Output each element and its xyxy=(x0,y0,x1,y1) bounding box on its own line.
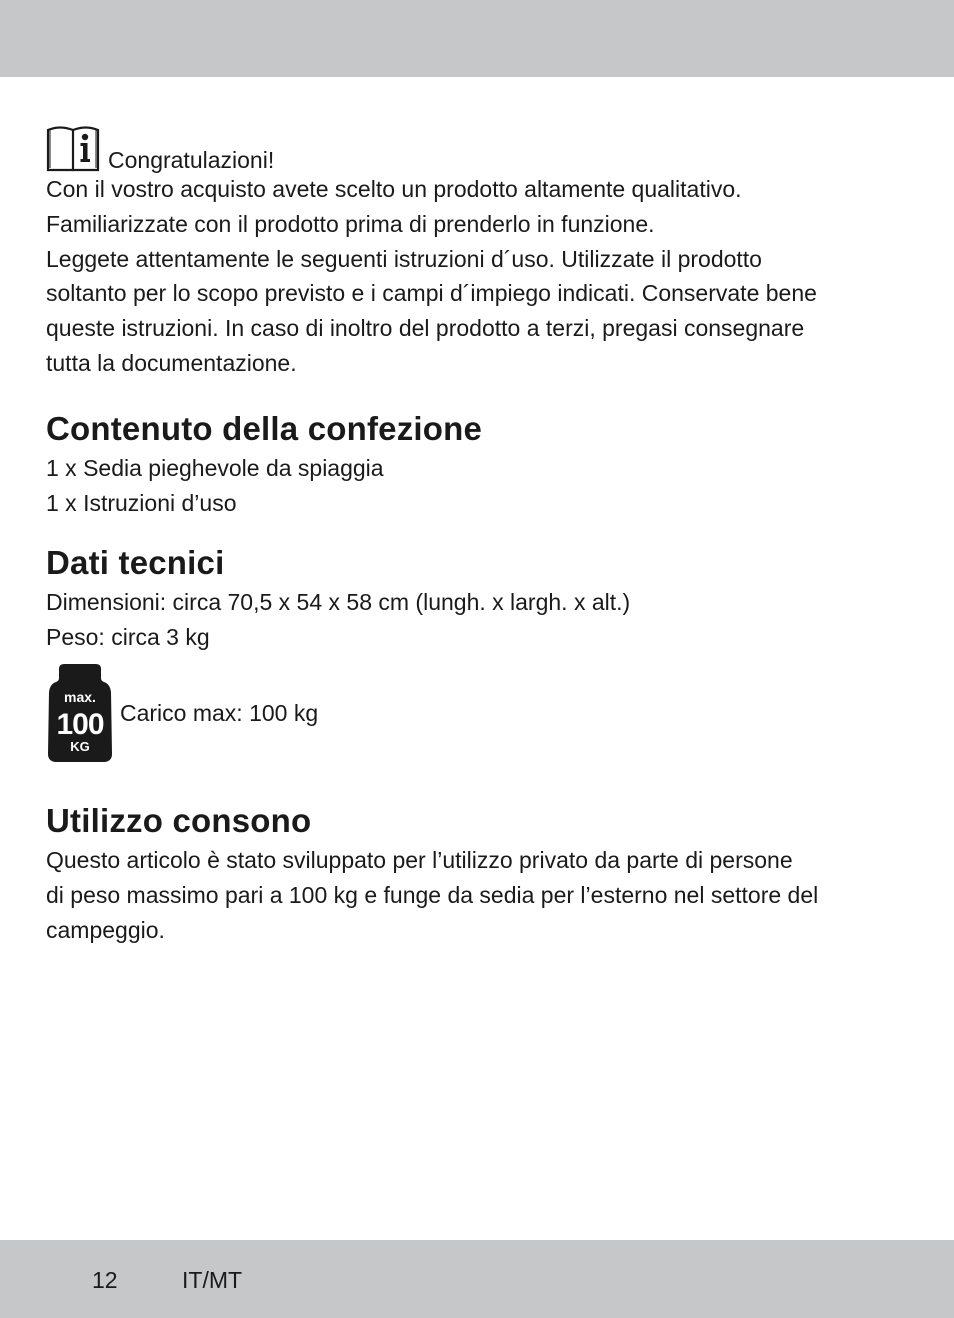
contents-heading: Contenuto della confezione xyxy=(46,409,483,447)
specs-weight: Peso: circa 3 kg xyxy=(46,624,210,651)
specs-list xyxy=(46,585,916,655)
usage-line: di peso massimo pari a 100 kg e funge da sedia per l’esterno nel settore del xyxy=(46,881,819,908)
info-book-icon xyxy=(46,124,102,172)
max-load-label: Carico max: 100 kg xyxy=(120,699,319,726)
weight-icon-top-text: max. xyxy=(64,688,96,705)
specs-dimensions: Dimensioni: circa 70,5 x 54 x 58 cm (lungh. x largh. x alt.) xyxy=(46,589,631,616)
list-item: 1 x Istruzioni d’uso xyxy=(46,489,237,516)
page-number: 12 xyxy=(92,1267,118,1293)
weight-icon-unit-text: KG xyxy=(70,738,90,754)
specs-heading: Dati tecnici xyxy=(46,544,225,582)
intro-line: Familiarizzate con il prodotto prima di prenderlo in funzione. xyxy=(46,210,655,237)
intro-line: Leggete attentamente le seguenti istruzioni d´uso. Utilizzate il prodotto xyxy=(46,245,762,272)
list-item: 1 x Sedia pieghevole da spiaggia xyxy=(46,454,384,481)
usage-heading: Utilizzo consono xyxy=(46,801,312,839)
intro-heading-row xyxy=(46,120,916,172)
header-bar xyxy=(0,0,954,77)
intro-title: Congratulazioni! xyxy=(108,147,275,173)
usage-line: Questo articolo è stato sviluppato per l’utilizzo privato da parte di persone xyxy=(46,846,793,873)
intro-line: queste istruzioni. In caso di inoltro del prodotto a terzi, pregasi consegnare xyxy=(46,315,805,342)
intro-line: Con il vostro acquisto avete scelto un prodotto altamente qualitativo. xyxy=(46,176,742,202)
language-code: IT/MT xyxy=(182,1267,243,1293)
max-weight-icon xyxy=(46,662,114,764)
page-content xyxy=(46,120,916,947)
intro-line: soltanto per lo scopo previsto e i campi d´impiego indicati. Conservate bene xyxy=(46,280,817,307)
usage-paragraph xyxy=(46,843,916,947)
max-load-row xyxy=(46,661,916,765)
contents-list xyxy=(46,451,916,521)
usage-line: campeggio. xyxy=(46,916,165,943)
intro-paragraph xyxy=(46,172,916,381)
weight-icon-value-text: 100 xyxy=(56,707,104,741)
footer-bar xyxy=(0,1240,954,1318)
intro-line: tutta la documentazione. xyxy=(46,349,297,376)
